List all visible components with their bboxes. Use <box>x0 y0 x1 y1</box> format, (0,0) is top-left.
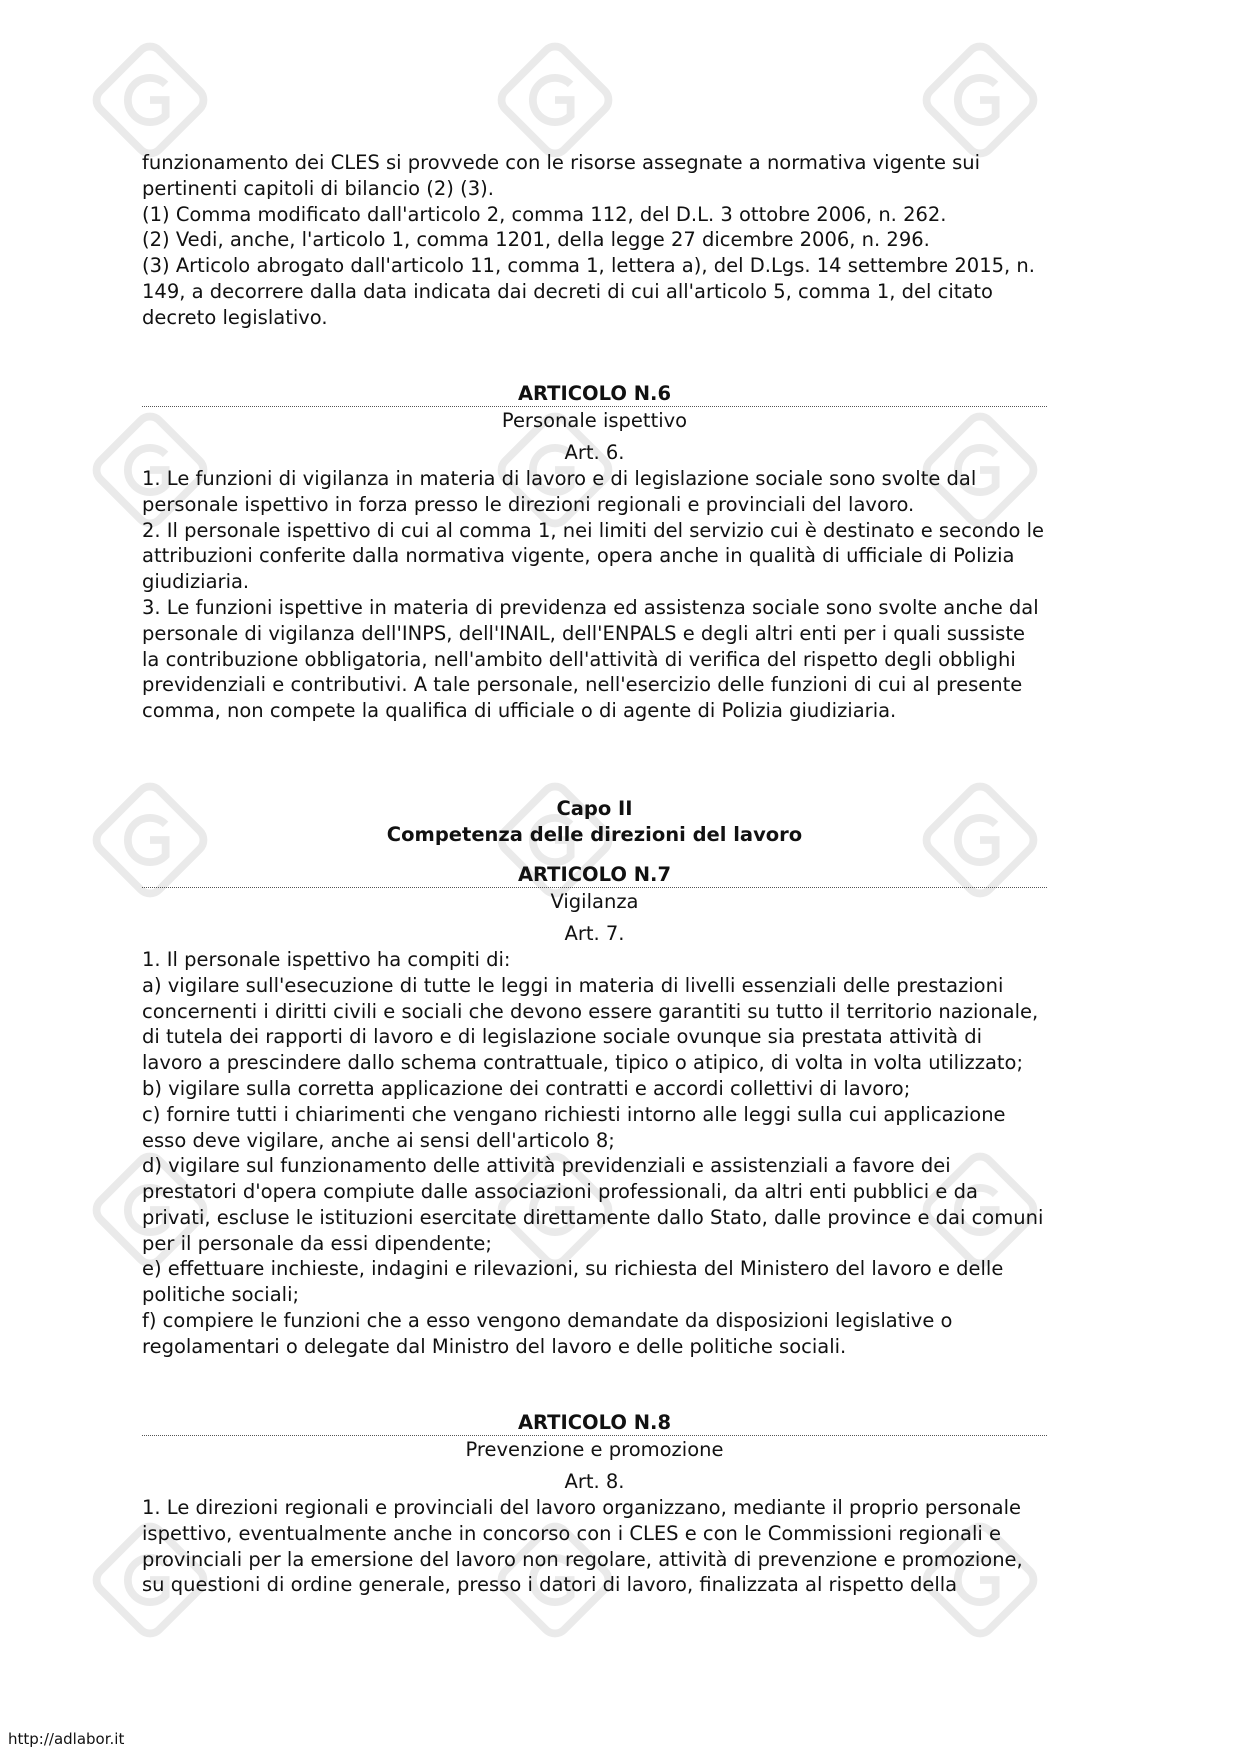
article-6-paragraph: 3. Le funzioni ispettive in materia di previdenza ed assistenza sociale sono svolte anche dal personale di vigilanza dell'INPS, dell'INAIL, dell'ENPALS e degli altri enti per i quali sussiste la contribuzione obbligatoria, nell'ambito dell'attività di verifica del rispetto degli obblighi previdenziali e contributivi. A tale personale, nell'esercizio delle funzioni di cui al presente comma, non compete la qualifica di ufficiale o di agente di Polizia giudiziaria. <box>142 595 1039 723</box>
article-6-paragraph: 1. Le funzioni di vigilanza in materia di lavoro e di legislazione sociale sono svolte dal personale ispettivo in forza presso le direzioni regionali e provinciali del lavoro. <box>142 466 977 516</box>
article-7-divider <box>142 887 1047 888</box>
article-6-paragraph: 2. Il personale ispettivo di cui al comma 1, nei limiti del servizio cui è destinato e secondo le attribuzioni conferite dalla normativa vigente, opera anche in qualità di ufficiale di Polizia giudiziaria. <box>142 518 1044 594</box>
article-6-number: Art. 6. <box>564 441 625 465</box>
footer-url: http://adlabor.it <box>8 1730 125 1748</box>
article-7-item: a) vigilare sull'esecuzione di tutte le leggi in materia di livelli essenziali delle prestazioni concernenti i diritti civili e sociali che devono essere garantiti su tutto il territorio nazionale, di tutela dei rapporti di lavoro e di legislazione sociale ovunque sia prestata attività di lavoro a prescindere dallo schema contrattuale, tipico o atipico, di volta in volta utilizzato; <box>142 973 1039 1075</box>
article-8-subtitle: Prevenzione e promozione <box>465 1438 724 1462</box>
watermark-logo-icon <box>915 35 1045 165</box>
article-6-divider <box>142 406 1047 407</box>
article-7-item: e) effettuare inchieste, indagini e rilevazioni, su richiesta del Ministero del lavoro e delle politiche sociali; <box>142 1257 1004 1307</box>
article-7 <box>142 862 1047 1360</box>
article-8-title: ARTICOLO N.8 <box>517 1410 672 1434</box>
capo-subtitle: Competenza delle direzioni del lavoro <box>386 822 803 846</box>
article-8 <box>142 1410 1047 1599</box>
article-7-number: Art. 7. <box>564 922 625 946</box>
watermark-logo-icon <box>490 35 620 165</box>
capo-title: Capo II <box>556 796 633 820</box>
article-7-paragraph: 1. Il personale ispettivo ha compiti di: <box>142 947 511 971</box>
footnote-3: (3) Articolo abrogato dall'articolo 11, comma 1, lettera a), del D.Lgs. 14 settembre 2015, n. 149, a decorrere dalla data indicata dai decreti di cui all'articolo 5, comma 1, del citato decreto legislativo. <box>142 254 1035 329</box>
article-6-title: ARTICOLO N.6 <box>517 381 672 405</box>
watermark-logo-icon <box>85 35 215 165</box>
article-6-subtitle: Personale ispettivo <box>501 409 688 433</box>
footnote-1: (1) Comma modificato dall'articolo 2, comma 112, del D.L. 3 ottobre 2006, n. 262. <box>142 202 947 226</box>
article-7-item: f) compiere le funzioni che a esso vengono demandate da disposizioni legislative o regolamentari o delegate dal Ministro del lavoro e delle politiche sociali. <box>142 1309 953 1358</box>
article-7-subtitle: Vigilanza <box>550 890 639 914</box>
intro-paragraph: funzionamento dei CLES si provvede con le risorse assegnate a normativa vigente sui pertinenti capitoli di bilancio (2) (3). <box>142 151 981 200</box>
article-7-title: ARTICOLO N.7 <box>517 862 672 886</box>
article-7-item: b) vigilare sulla corretta applicazione dei contratti e accordi collettivi di lavoro; <box>142 1076 911 1100</box>
article-7-item: d) vigilare sul funzionamento delle attività previdenziali e assistenziali a favore dei prestatori d'opera compiute dalle associazioni professionali, da altri enti pubblici e da privati, escluse le istituzioni esercitate direttamente dallo Stato, dalle province e dai comuni per il personale da essi dipendente; <box>142 1154 1044 1255</box>
article-7-item: c) fornire tutti i chiarimenti che vengano richiesti intorno alle leggi sulla cui applicazione esso deve vigilare, anche ai sensi dell'articolo 8; <box>142 1102 1006 1152</box>
article-6 <box>142 381 1047 724</box>
document-body <box>142 150 1047 1598</box>
article-8-paragraph: 1. Le direzioni regionali e provinciali del lavoro organizzano, mediante il proprio personale ispettivo, eventualmente anche in concorso con i CLES e con le Commissioni regionali e provinciali per la emersione del lavoro non regolare, attività di prevenzione e promozione, su questioni di ordine generale, presso i datori di lavoro, finalizzata al rispetto della <box>142 1496 1023 1597</box>
footnote-2: (2) Vedi, anche, l'articolo 1, comma 1201, della legge 27 dicembre 2006, n. 296. <box>142 228 930 252</box>
intro-section <box>142 150 1047 331</box>
capo-heading <box>142 796 1047 848</box>
article-8-number: Art. 8. <box>564 1470 625 1494</box>
article-8-divider <box>142 1435 1047 1436</box>
